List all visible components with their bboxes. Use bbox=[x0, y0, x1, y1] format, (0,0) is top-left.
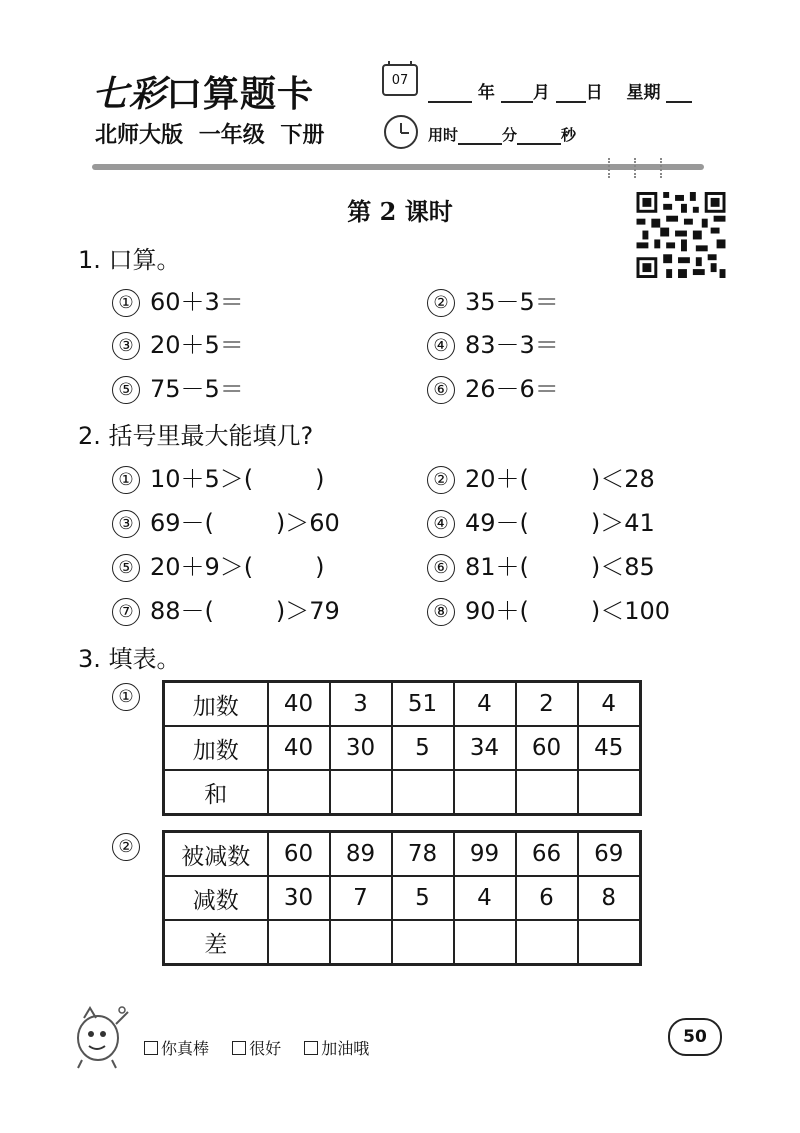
expr-right: ) bbox=[315, 465, 325, 493]
item-number: ② bbox=[427, 289, 455, 317]
expr-right: ) bbox=[315, 553, 325, 581]
expr-left: 69－( bbox=[150, 509, 214, 537]
rating-option[interactable]: 很好 bbox=[232, 1039, 281, 1058]
mascot-icon bbox=[72, 1004, 134, 1070]
page-number: 50 bbox=[668, 1018, 722, 1056]
expression: 83－3＝ bbox=[465, 331, 559, 359]
self-rating bbox=[144, 1036, 387, 1059]
table-row bbox=[164, 726, 641, 770]
expr-right: )＞41 bbox=[590, 509, 655, 537]
expr-left: 90＋( bbox=[465, 597, 529, 625]
expr-left: 10＋5＞( bbox=[150, 465, 254, 493]
q2-item bbox=[427, 503, 655, 538]
table-row bbox=[164, 876, 641, 920]
day-blank[interactable] bbox=[556, 83, 586, 103]
expr-right: )＜100 bbox=[590, 597, 671, 625]
table-row bbox=[164, 770, 641, 815]
table2-number: ② bbox=[112, 830, 140, 861]
day-label: 日 bbox=[585, 83, 603, 103]
expr-right: )＞79 bbox=[275, 597, 340, 625]
expression: 60＋3＝ bbox=[150, 288, 244, 316]
edition-line bbox=[95, 118, 324, 149]
table-cell: 89 bbox=[330, 832, 392, 877]
expr-left: 20＋( bbox=[465, 465, 529, 493]
answer-cell[interactable] bbox=[330, 770, 392, 815]
time-label: 用时 bbox=[428, 126, 459, 144]
table-cell: 6 bbox=[516, 876, 578, 920]
brand-suffix: 口算题卡 bbox=[166, 73, 315, 115]
q1-item bbox=[112, 369, 244, 404]
q1-item bbox=[427, 369, 559, 404]
item-number: ⑤ bbox=[112, 376, 140, 404]
item-number: ③ bbox=[112, 332, 140, 360]
q1-item bbox=[427, 282, 559, 317]
table-cell: 66 bbox=[516, 832, 578, 877]
item-number: ④ bbox=[427, 510, 455, 538]
q2-item bbox=[112, 547, 325, 582]
weekday-label: 星期 bbox=[626, 83, 661, 103]
table-cell: 51 bbox=[392, 682, 454, 727]
table-cell: 4 bbox=[454, 876, 516, 920]
answer-cell[interactable] bbox=[578, 920, 641, 965]
minute-blank[interactable] bbox=[458, 127, 502, 145]
minute-label: 分 bbox=[502, 126, 518, 144]
checkbox-icon[interactable] bbox=[304, 1041, 318, 1055]
pin-icon bbox=[660, 158, 670, 178]
expr-right: )＞60 bbox=[275, 509, 340, 537]
item-number: ⑦ bbox=[112, 598, 140, 626]
q2-item bbox=[112, 591, 340, 626]
q2-item bbox=[112, 459, 325, 494]
table-cell: 78 bbox=[392, 832, 454, 877]
q2-item bbox=[427, 591, 670, 626]
q2-item bbox=[427, 547, 655, 582]
rating-option[interactable]: 你真棒 bbox=[144, 1039, 209, 1058]
row-header: 被减数 bbox=[164, 832, 268, 877]
row-header: 减数 bbox=[164, 876, 268, 920]
table-cell: 8 bbox=[578, 876, 641, 920]
item-number: ④ bbox=[427, 332, 455, 360]
grade: 一年级 bbox=[198, 123, 265, 148]
q2-item bbox=[112, 503, 340, 538]
checkbox-icon[interactable] bbox=[144, 1041, 158, 1055]
expression: 20＋5＝ bbox=[150, 331, 244, 359]
table-cell: 3 bbox=[330, 682, 392, 727]
table-cell: 40 bbox=[268, 682, 330, 727]
table-cell: 45 bbox=[578, 726, 641, 770]
row-header: 差 bbox=[164, 920, 268, 965]
table-row bbox=[164, 832, 641, 877]
pin-icon bbox=[608, 158, 618, 178]
expr-left: 88－( bbox=[150, 597, 214, 625]
table-row bbox=[164, 920, 641, 965]
brand-title bbox=[92, 66, 314, 117]
row-header: 和 bbox=[164, 770, 268, 815]
answer-cell[interactable] bbox=[392, 770, 454, 815]
q1-title: 1. 口算。 bbox=[78, 246, 181, 274]
expr-left: 81＋( bbox=[465, 553, 529, 581]
month-label: 月 bbox=[532, 83, 550, 103]
expression: 35－5＝ bbox=[465, 288, 559, 316]
item-number: ⑧ bbox=[427, 598, 455, 626]
qr-code-icon[interactable] bbox=[636, 192, 726, 278]
q1-item bbox=[112, 282, 244, 317]
edition: 北师大版 bbox=[95, 123, 184, 148]
table-cell: 2 bbox=[516, 682, 578, 727]
expr-left: 20＋9＞( bbox=[150, 553, 254, 581]
clock-icon bbox=[384, 115, 418, 149]
table-cell: 99 bbox=[454, 832, 516, 877]
answer-cell[interactable] bbox=[578, 770, 641, 815]
q3-title: 3. 填表。 bbox=[78, 645, 181, 673]
item-number: ⑤ bbox=[112, 554, 140, 582]
addition-table bbox=[162, 680, 642, 816]
item-number: ⑥ bbox=[427, 376, 455, 404]
item-number: ① bbox=[112, 289, 140, 317]
answer-cell[interactable] bbox=[516, 920, 578, 965]
expr-left: 49－( bbox=[465, 509, 529, 537]
second-label: 秒 bbox=[561, 126, 577, 144]
table-row bbox=[164, 682, 641, 727]
month-blank[interactable] bbox=[501, 83, 533, 103]
checkbox-icon[interactable] bbox=[232, 1041, 246, 1055]
year-label: 年 bbox=[477, 83, 495, 103]
item-number: ⑥ bbox=[427, 554, 455, 582]
year-blank[interactable] bbox=[428, 83, 472, 103]
calendar-badge: 07 bbox=[391, 73, 409, 88]
pin-icon bbox=[634, 158, 644, 178]
answer-cell[interactable] bbox=[392, 920, 454, 965]
calendar-icon bbox=[382, 64, 418, 96]
table-cell: 30 bbox=[330, 726, 392, 770]
expression: 26－6＝ bbox=[465, 375, 559, 403]
time-line bbox=[428, 124, 576, 145]
answer-cell[interactable] bbox=[516, 770, 578, 815]
expr-right: )＜85 bbox=[590, 553, 655, 581]
table-cell: 4 bbox=[454, 682, 516, 727]
q2-item bbox=[427, 459, 655, 494]
weekday-blank[interactable] bbox=[666, 83, 692, 103]
date-line bbox=[428, 78, 692, 103]
second-blank[interactable] bbox=[517, 127, 561, 145]
expr-right: )＜28 bbox=[590, 465, 655, 493]
table1-number: ① bbox=[112, 680, 140, 711]
table-cell: 5 bbox=[392, 726, 454, 770]
item-number: ② bbox=[427, 466, 455, 494]
table-cell: 60 bbox=[268, 832, 330, 877]
q1-item bbox=[427, 325, 559, 360]
row-header: 加数 bbox=[164, 682, 268, 727]
item-number: ① bbox=[112, 466, 140, 494]
table-cell: 40 bbox=[268, 726, 330, 770]
table-cell: 30 bbox=[268, 876, 330, 920]
table-cell: 69 bbox=[578, 832, 641, 877]
volume: 下册 bbox=[280, 123, 325, 148]
row-header: 加数 bbox=[164, 726, 268, 770]
answer-cell[interactable] bbox=[330, 920, 392, 965]
answer-cell[interactable] bbox=[454, 920, 516, 965]
subtraction-table bbox=[162, 830, 642, 966]
table-cell: 34 bbox=[454, 726, 516, 770]
q2-title: 2. 括号里最大能填几? bbox=[78, 422, 314, 450]
answer-cell[interactable] bbox=[454, 770, 516, 815]
answer-cell[interactable] bbox=[268, 770, 330, 815]
lesson-title: 第 2 课时 bbox=[347, 197, 453, 226]
expression: 75－5＝ bbox=[150, 375, 244, 403]
brand-prefix: 七彩 bbox=[92, 73, 167, 115]
q1-item bbox=[112, 325, 244, 360]
item-number: ③ bbox=[112, 510, 140, 538]
rating-option[interactable]: 加油哦 bbox=[304, 1039, 369, 1058]
table-cell: 60 bbox=[516, 726, 578, 770]
table-cell: 5 bbox=[392, 876, 454, 920]
answer-cell[interactable] bbox=[268, 920, 330, 965]
table-cell: 7 bbox=[330, 876, 392, 920]
table-cell: 4 bbox=[578, 682, 641, 727]
